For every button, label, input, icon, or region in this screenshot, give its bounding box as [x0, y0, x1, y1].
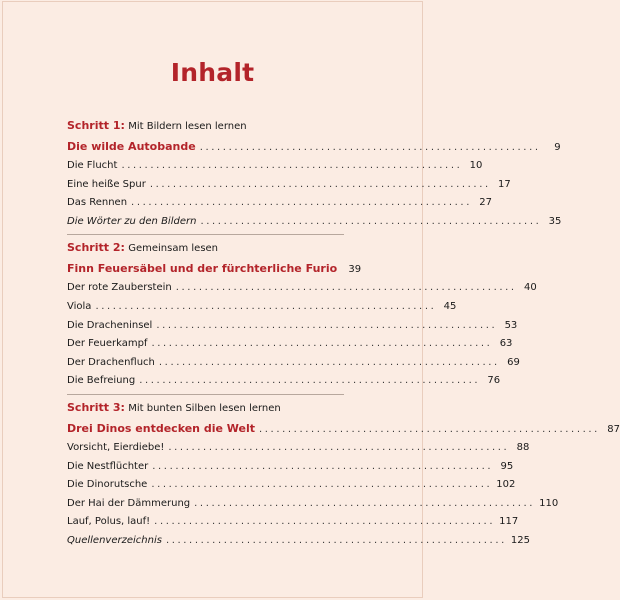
toc-entry-feature[interactable] — [67, 137, 561, 157]
section-description: Gemeinsam lesen — [128, 243, 219, 255]
table-of-contents — [67, 118, 620, 551]
entry-page: 125 — [510, 534, 530, 546]
toc-entry[interactable] — [67, 335, 513, 354]
entry-page: 69 — [507, 356, 520, 368]
toc-entry[interactable] — [67, 495, 559, 514]
dot-leader: ........................................................... — [131, 197, 472, 209]
dot-leader: ........................................................... — [152, 460, 494, 472]
entry-title: Die Flucht — [67, 160, 118, 171]
toc-entry[interactable] — [67, 213, 562, 232]
section-step-1 — [67, 118, 562, 231]
section-step-2 — [67, 240, 537, 391]
toc-entry[interactable] — [67, 298, 457, 317]
toc-entry[interactable] — [67, 513, 519, 532]
section-description: Mit bunten Silben lesen lernen — [128, 402, 281, 414]
entry-page: 45 — [443, 300, 457, 312]
section-description: Mit Bildern lesen lernen — [128, 121, 247, 132]
section-divider — [67, 234, 344, 235]
entry-page: 63 — [499, 338, 513, 350]
dot-leader: ........................................................... — [199, 142, 541, 153]
entry-title: Die Befreiung — [67, 375, 136, 387]
dot-leader: ........................................................... — [151, 338, 493, 350]
dot-leader: ........................................................... — [154, 516, 496, 528]
section-label: Schritt 2: — [67, 241, 125, 255]
dot-leader: ........................................................... — [139, 375, 481, 387]
page-title: Inhalt — [170, 58, 255, 87]
toc-entry[interactable] — [67, 476, 516, 495]
entry-page: 35 — [548, 215, 562, 227]
toc-entry[interactable] — [67, 354, 520, 373]
entry-title: Der Hai der Dämmerung — [67, 497, 191, 509]
entry-title: Vorsicht, Eierdiebe! — [67, 441, 165, 453]
entry-page: 95 — [500, 460, 514, 472]
entry-title: Das Rennen — [67, 197, 128, 209]
entry-page: 17 — [498, 178, 511, 190]
toc-entry[interactable] — [67, 532, 530, 551]
dot-leader: ........................................................... — [200, 215, 542, 227]
dot-leader: ........................................................... — [149, 178, 491, 190]
entry-page: 87 — [607, 423, 620, 435]
entry-title: Die Nestflüchter — [67, 460, 149, 472]
entry-title: Die Dracheninsel — [67, 319, 153, 331]
entry-page: 9 — [554, 142, 561, 153]
entry-page: 53 — [504, 319, 518, 331]
toc-entry[interactable] — [67, 317, 518, 336]
entry-title: Die wilde Autobande — [67, 140, 196, 153]
toc-entry[interactable] — [67, 372, 501, 391]
toc-entry[interactable] — [67, 458, 514, 477]
entry-title: Der Drachenfluch — [67, 356, 155, 368]
toc-entry[interactable] — [67, 157, 483, 176]
section-heading — [67, 118, 344, 134]
toc-entry[interactable] — [67, 194, 492, 213]
section-label: Schritt 3: — [67, 400, 125, 414]
dot-leader: ........................................................... — [175, 282, 517, 294]
dot-leader: ........................................................... — [156, 319, 498, 331]
entry-page: 88 — [516, 441, 530, 453]
entry-page: 117 — [499, 516, 519, 528]
dot-leader: ........................................................... — [259, 423, 600, 435]
entry-title: Der Feuerkampf — [67, 338, 148, 350]
dot-leader: ........................................................... — [121, 160, 463, 171]
dot-leader: ........................................................... — [165, 534, 507, 546]
entry-title: Finn Feuersäbel und der fürchterliche Furio — [67, 262, 338, 276]
toc-entry[interactable] — [67, 176, 511, 195]
section-label: Schritt 1: — [67, 119, 125, 132]
section-heading — [67, 400, 344, 416]
entry-page: 27 — [479, 197, 492, 209]
entry-page: 39 — [348, 264, 362, 276]
entry-title: Die Wörter zu den Bildern — [67, 215, 197, 227]
entry-page: 76 — [487, 375, 501, 387]
entry-page: 110 — [539, 497, 559, 509]
toc-entry-feature[interactable] — [67, 419, 620, 439]
entry-title: Eine heiße Spur — [67, 178, 146, 190]
toc-entry-feature[interactable] — [67, 259, 362, 279]
dot-leader: ........................................................... — [194, 497, 536, 509]
dot-leader: ........................................................... — [158, 356, 500, 368]
entry-page: 10 — [469, 160, 483, 171]
section-heading — [67, 240, 344, 256]
entry-title: Viola — [67, 300, 92, 312]
entry-title: Der rote Zauberstein — [67, 282, 172, 294]
dot-leader: ........................................................... — [95, 300, 437, 312]
entry-title: Drei Dinos entdecken die Welt — [67, 421, 255, 435]
toc-entry[interactable] — [67, 439, 530, 458]
toc-entry[interactable] — [67, 279, 537, 298]
entry-page: 102 — [496, 479, 516, 491]
dot-leader: ........................................................... — [168, 441, 510, 453]
section-step-3 — [67, 400, 620, 551]
dot-leader: ........................................................... — [151, 479, 493, 491]
entry-page: 40 — [523, 282, 537, 294]
entry-title: Quellenverzeichnis — [67, 534, 162, 546]
section-divider — [67, 394, 344, 395]
entry-title: Lauf, Polus, lauf! — [67, 516, 151, 528]
entry-title: Die Dinorutsche — [67, 479, 148, 491]
